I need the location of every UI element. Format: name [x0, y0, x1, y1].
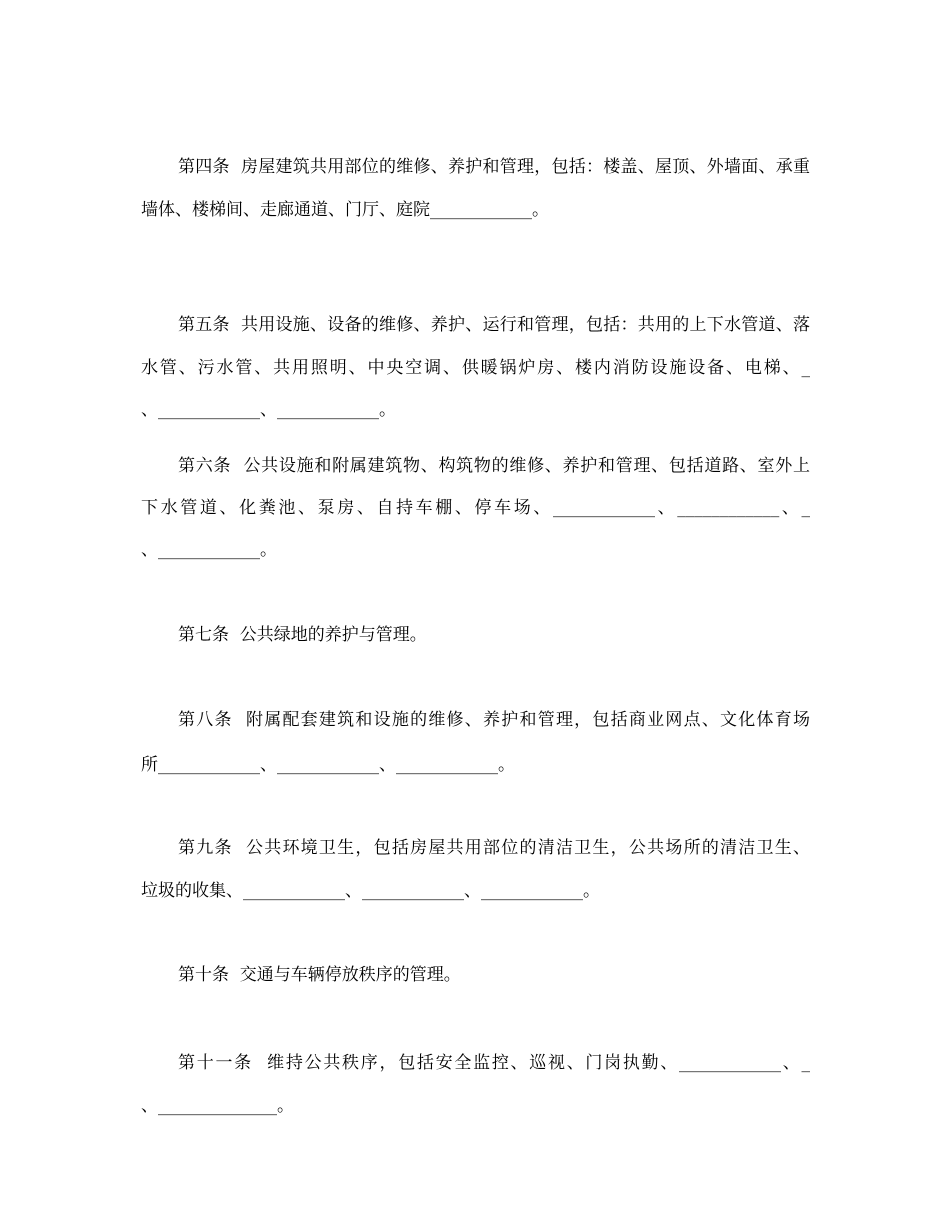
clause-text-line: 第九条 公共环境卫生，包括房屋共用部位的清洁卫生，公共场所的清洁卫生、 — [178, 838, 810, 858]
clause-text-line: 第四条 房屋建筑共用部位的维修、养护和管理，包括：楼盖、屋顶、外墙面、承重 — [178, 157, 810, 177]
clause-text-line: 水管、污水管、共用照明、中央空调、供暖锅炉房、楼内消防设施设备、电梯、_ — [141, 358, 810, 378]
clause-text-line: 第八条 附属配套建筑和设施的维修、养护和管理，包括商业网点、文化体育场 — [178, 710, 810, 730]
clause-text-line: 第十条 交通与车辆停放秩序的管理。 — [178, 965, 461, 985]
clause-text-line: 垃圾的收集、____________、____________、____________。 — [141, 881, 600, 901]
clause-text-line: 、____________。 — [141, 540, 277, 560]
clause-text-line: 第六条 公共设施和附属建筑物、构筑物的维修、养护和管理、包括道路、室外上 — [178, 456, 810, 476]
clause-text-line: 下水管道、化粪池、泵房、自持车棚、停车场、____________、____________、_ — [141, 498, 810, 518]
clause-text-line: 第五条 共用设施、设备的维修、养护、运行和管理，包括：共用的上下水管道、落 — [178, 315, 810, 335]
clause-text-line: 第十一条 维持公共秩序，包括安全监控、巡视、门岗执勤、____________、_ — [178, 1053, 810, 1073]
clause-text-line: 、______________。 — [141, 1096, 294, 1116]
clause-text-line: 、____________、____________。 — [141, 400, 396, 420]
clause-text-line: 所____________、____________、____________。 — [141, 755, 515, 775]
clause-text-line: 墙体、楼梯间、走廊通道、门厅、庭院____________。 — [141, 200, 549, 220]
clause-text-line: 第七条 公共绿地的养护与管理。 — [178, 625, 427, 645]
